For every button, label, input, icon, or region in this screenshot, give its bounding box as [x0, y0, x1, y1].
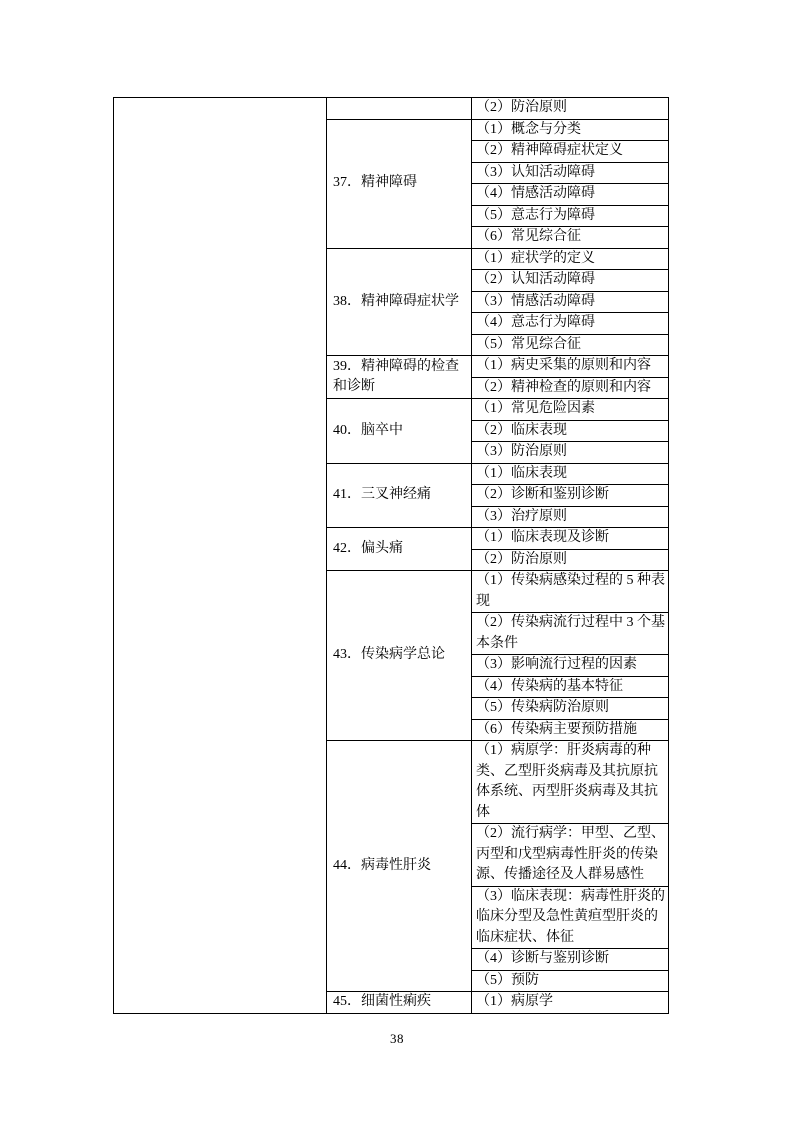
item-cell: （2）防治原则 [472, 549, 669, 571]
topic-cell: 38．精神障碍症状学 [327, 248, 472, 356]
item-cell: （5）预防 [472, 970, 669, 992]
topic-cell: 44．病毒性肝炎 [327, 741, 472, 992]
item-cell: （1）病原学：肝炎病毒的种类、乙型肝炎病毒及其抗原抗体系统、丙型肝炎病毒及其抗体 [472, 741, 669, 824]
item-cell: （4）意志行为障碍 [472, 313, 669, 335]
item-cell: （5）意志行为障碍 [472, 205, 669, 227]
item-cell: （4）传染病的基本特征 [472, 676, 669, 698]
item-cell: （6）常见综合征 [472, 227, 669, 249]
left-margin-cell [114, 98, 327, 1014]
item-cell: （5）传染病防治原则 [472, 698, 669, 720]
topic-cell-continuation [327, 98, 472, 120]
item-cell: （3）影响流行过程的因素 [472, 655, 669, 677]
item-cell: （3）防治原则 [472, 442, 669, 464]
item-cell: （6）传染病主要预防措施 [472, 719, 669, 741]
item-cell: （1）症状学的定义 [472, 248, 669, 270]
item-cell: （4）诊断与鉴别诊断 [472, 949, 669, 971]
item-cell: （1）传染病感染过程的 5 种表现 [472, 571, 669, 613]
item-cell: （2）流行病学：甲型、乙型、丙型和戊型病毒性肝炎的传染源、传播途径及人群易感性 [472, 824, 669, 887]
topic-cell: 40．脑卒中 [327, 399, 472, 464]
topic-cell: 42．偏头痛 [327, 528, 472, 571]
page-number: 38 [390, 1031, 404, 1046]
item-cell: （5）常见综合征 [472, 334, 669, 356]
item-cell: （1）病史采集的原则和内容 [472, 356, 669, 378]
item-cell: （3）治疗原则 [472, 506, 669, 528]
item-cell: （1）病原学 [472, 992, 669, 1014]
item-cell: （2）认知活动障碍 [472, 270, 669, 292]
topic-cell: 43．传染病学总论 [327, 571, 472, 741]
item-cell: （2）精神障碍症状定义 [472, 141, 669, 163]
item-cell: （3）认知活动障碍 [472, 162, 669, 184]
topic-cell: 41．三叉神经痛 [327, 463, 472, 528]
item-cell: （2）防治原则 [472, 98, 669, 120]
item-cell: （3）情感活动障碍 [472, 291, 669, 313]
item-cell: （3）临床表现：病毒性肝炎的临床分型及急性黄疸型肝炎的临床症状、体征 [472, 886, 669, 949]
item-cell: （2）临床表现 [472, 420, 669, 442]
item-cell: （4）情感活动障碍 [472, 184, 669, 206]
topic-cell: 45．细菌性痢疾 [327, 992, 472, 1014]
item-cell: （1）临床表现 [472, 463, 669, 485]
item-cell: （2）诊断和鉴别诊断 [472, 485, 669, 507]
table-row [114, 98, 669, 120]
item-cell: （1）常见危险因素 [472, 399, 669, 421]
item-cell: （2）传染病流行过程中 3 个基本条件 [472, 613, 669, 655]
syllabus-table [113, 97, 669, 1014]
topic-cell: 37．精神障碍 [327, 119, 472, 248]
topic-cell: 39．精神障碍的检查和诊断 [327, 356, 472, 399]
item-cell: （2）精神检查的原则和内容 [472, 377, 669, 399]
item-cell: （1）临床表现及诊断 [472, 528, 669, 550]
item-cell: （1）概念与分类 [472, 119, 669, 141]
